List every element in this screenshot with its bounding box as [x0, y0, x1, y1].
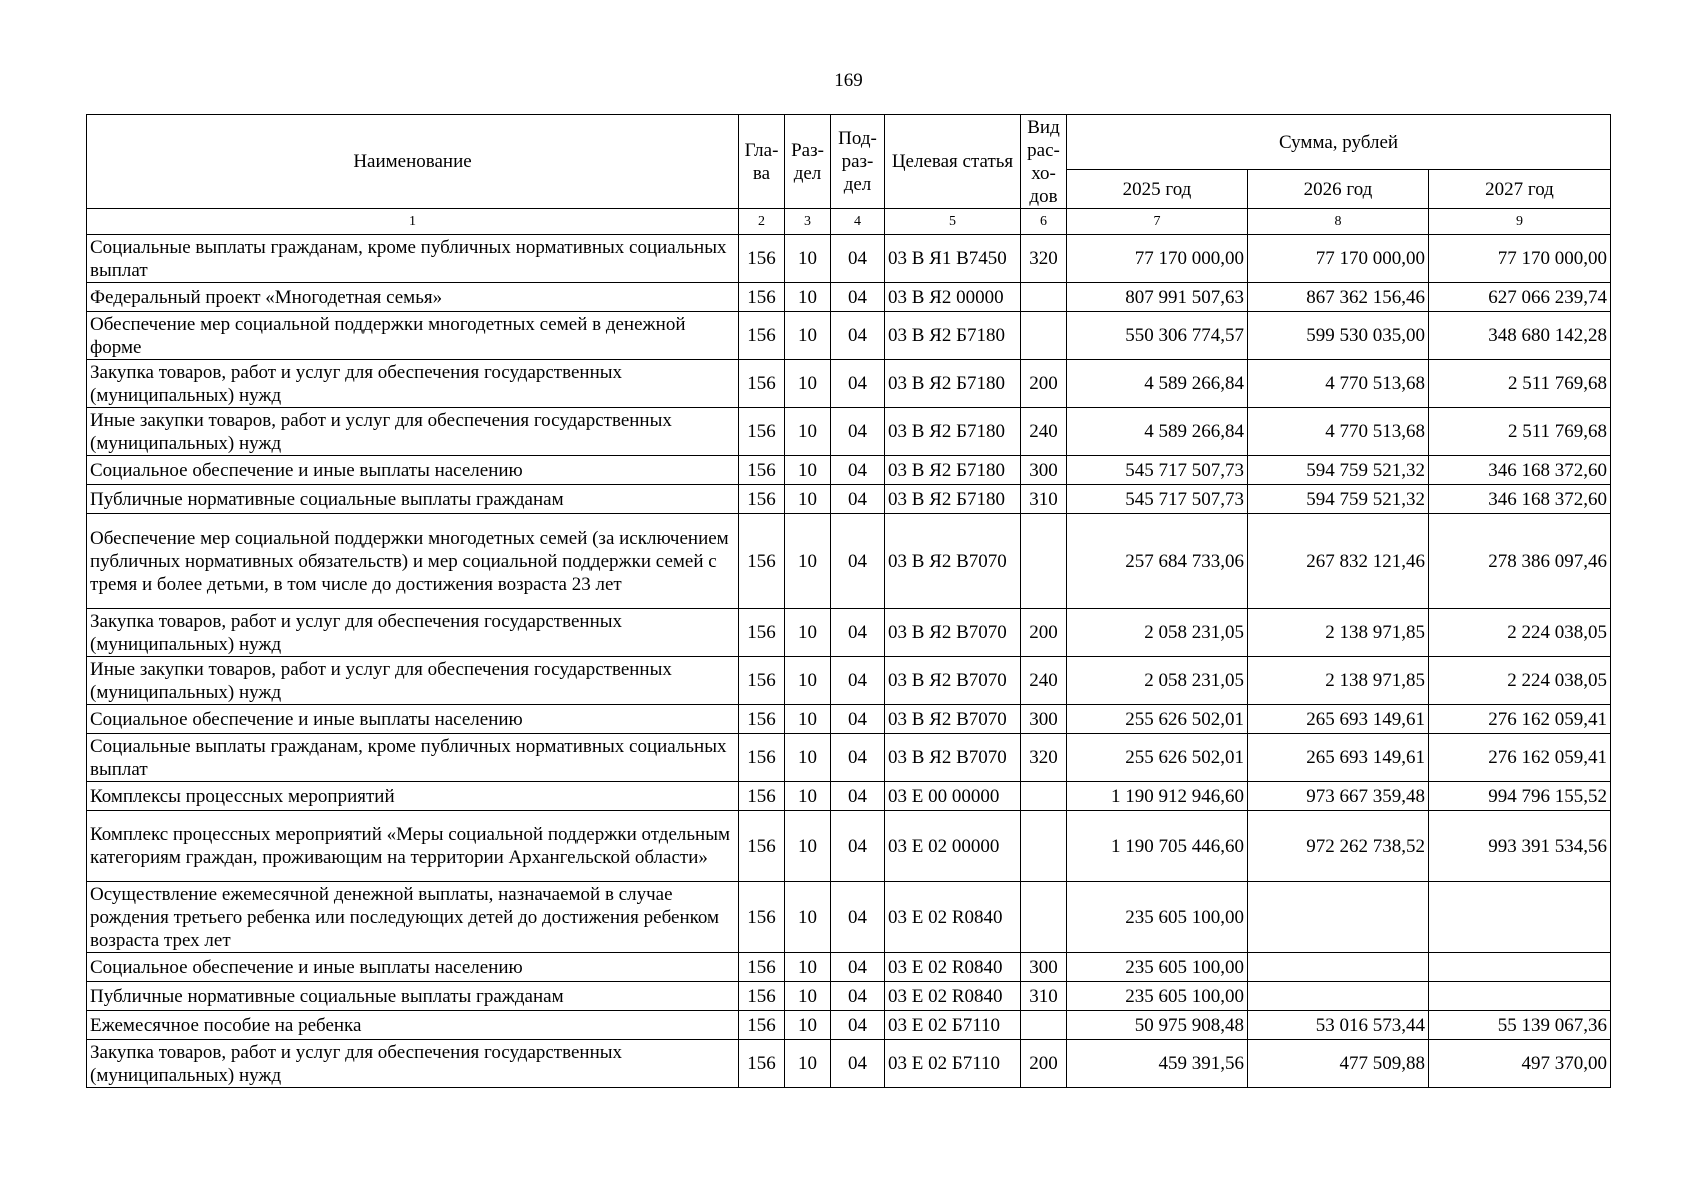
table-row: [87, 734, 1611, 782]
column-number: 3: [785, 209, 831, 235]
table-row: [87, 782, 1611, 811]
row-name: Социальное обеспечение и иные выплаты населению: [87, 456, 739, 485]
row-name: Социальное обеспечение и иные выплаты населению: [87, 705, 739, 734]
row-chapter: 156: [739, 312, 785, 360]
row-expense-type: 240: [1021, 657, 1067, 705]
row-amount-2025: 50 975 908,48: [1067, 1011, 1248, 1040]
row-amount-2026: 265 693 149,61: [1248, 734, 1429, 782]
row-amount-2025: 545 717 507,73: [1067, 456, 1248, 485]
row-section: 10: [785, 953, 831, 982]
row-section: 10: [785, 456, 831, 485]
row-amount-2027: 2 511 769,68: [1429, 408, 1611, 456]
row-chapter: 156: [739, 235, 785, 283]
header-target-item: Целевая статья: [885, 115, 1021, 209]
table-row: [87, 953, 1611, 982]
row-subsection: 04: [831, 705, 885, 734]
row-subsection: 04: [831, 1040, 885, 1088]
row-subsection: 04: [831, 811, 885, 882]
row-amount-2027: 627 066 239,74: [1429, 283, 1611, 312]
column-number: 6: [1021, 209, 1067, 235]
row-amount-2027: 993 391 534,56: [1429, 811, 1611, 882]
budget-table: [86, 114, 1611, 1088]
row-amount-2026: 53 016 573,44: [1248, 1011, 1429, 1040]
row-amount-2025: 235 605 100,00: [1067, 953, 1248, 982]
row-section: 10: [785, 882, 831, 953]
column-number: 8: [1248, 209, 1429, 235]
row-name: Социальные выплаты гражданам, кроме публичных нормативных социальных выплат: [87, 235, 739, 283]
table-row: [87, 283, 1611, 312]
row-section: 10: [785, 485, 831, 514]
row-expense-type: [1021, 283, 1067, 312]
row-expense-type: 310: [1021, 485, 1067, 514]
row-amount-2025: 2 058 231,05: [1067, 657, 1248, 705]
row-amount-2027: 348 680 142,28: [1429, 312, 1611, 360]
row-amount-2025: 255 626 502,01: [1067, 734, 1248, 782]
row-amount-2025: 459 391,56: [1067, 1040, 1248, 1088]
row-amount-2026: 599 530 035,00: [1248, 312, 1429, 360]
row-expense-type: 300: [1021, 456, 1067, 485]
row-subsection: 04: [831, 882, 885, 953]
row-amount-2026: 2 138 971,85: [1248, 657, 1429, 705]
row-target-item: 03 В Я2 В7070: [885, 514, 1021, 609]
table-row: [87, 811, 1611, 882]
row-section: 10: [785, 360, 831, 408]
row-target-item: 03 В Я2 Б7180: [885, 485, 1021, 514]
row-amount-2027: 278 386 097,46: [1429, 514, 1611, 609]
row-section: 10: [785, 609, 831, 657]
column-number: 5: [885, 209, 1021, 235]
row-subsection: 04: [831, 360, 885, 408]
row-chapter: 156: [739, 456, 785, 485]
row-amount-2026: 4 770 513,68: [1248, 360, 1429, 408]
row-name: Закупка товаров, работ и услуг для обеспечения государственных (муниципальных) нужд: [87, 360, 739, 408]
row-amount-2025: 1 190 705 446,60: [1067, 811, 1248, 882]
row-expense-type: 200: [1021, 360, 1067, 408]
row-chapter: 156: [739, 360, 785, 408]
row-name: Осуществление ежемесячной денежной выплаты, назначаемой в случае рождения третьего ребенка или последующих детей до достижения ребенком возраста трех лет: [87, 882, 739, 953]
row-section: 10: [785, 811, 831, 882]
header-amount-group: Сумма, рублей: [1067, 115, 1611, 170]
row-subsection: 04: [831, 283, 885, 312]
row-chapter: 156: [739, 609, 785, 657]
row-chapter: 156: [739, 782, 785, 811]
row-target-item: 03 Е 00 00000: [885, 782, 1021, 811]
row-amount-2026: 265 693 149,61: [1248, 705, 1429, 734]
page-number: 169: [834, 70, 863, 91]
row-amount-2025: 77 170 000,00: [1067, 235, 1248, 283]
row-section: 10: [785, 1040, 831, 1088]
row-amount-2026: [1248, 882, 1429, 953]
row-amount-2025: 4 589 266,84: [1067, 408, 1248, 456]
row-amount-2027: 2 224 038,05: [1429, 609, 1611, 657]
row-amount-2026: [1248, 982, 1429, 1011]
row-chapter: 156: [739, 283, 785, 312]
row-expense-type: 300: [1021, 953, 1067, 982]
header-name: Наименование: [87, 115, 739, 209]
header-year-2027: 2027 год: [1429, 170, 1611, 209]
table-row: [87, 609, 1611, 657]
row-amount-2026: 594 759 521,32: [1248, 485, 1429, 514]
table-row: [87, 485, 1611, 514]
row-chapter: 156: [739, 734, 785, 782]
row-amount-2026: 267 832 121,46: [1248, 514, 1429, 609]
row-chapter: 156: [739, 514, 785, 609]
row-amount-2027: 276 162 059,41: [1429, 705, 1611, 734]
row-section: 10: [785, 283, 831, 312]
row-chapter: 156: [739, 657, 785, 705]
row-amount-2026: 4 770 513,68: [1248, 408, 1429, 456]
row-subsection: 04: [831, 982, 885, 1011]
table-row: [87, 514, 1611, 609]
row-chapter: 156: [739, 705, 785, 734]
row-name: Социальное обеспечение и иные выплаты населению: [87, 953, 739, 982]
row-target-item: 03 В Я2 В7070: [885, 657, 1021, 705]
row-amount-2025: 235 605 100,00: [1067, 882, 1248, 953]
row-subsection: 04: [831, 734, 885, 782]
row-target-item: 03 В Я2 Б7180: [885, 312, 1021, 360]
row-amount-2027: 2 511 769,68: [1429, 360, 1611, 408]
row-target-item: 03 Е 02 R0840: [885, 953, 1021, 982]
row-amount-2027: 346 168 372,60: [1429, 456, 1611, 485]
row-target-item: 03 В Я2 00000: [885, 283, 1021, 312]
row-amount-2026: 77 170 000,00: [1248, 235, 1429, 283]
row-section: 10: [785, 982, 831, 1011]
row-amount-2026: 867 362 156,46: [1248, 283, 1429, 312]
table-row: [87, 1011, 1611, 1040]
row-section: 10: [785, 235, 831, 283]
row-name: Иные закупки товаров, работ и услуг для обеспечения государственных (муниципальных) нужд: [87, 408, 739, 456]
row-amount-2026: 972 262 738,52: [1248, 811, 1429, 882]
row-target-item: 03 В Я1 В7450: [885, 235, 1021, 283]
row-amount-2025: 255 626 502,01: [1067, 705, 1248, 734]
header-year-2026: 2026 год: [1248, 170, 1429, 209]
table-row: [87, 882, 1611, 953]
column-number: 1: [87, 209, 739, 235]
row-amount-2026: [1248, 953, 1429, 982]
row-chapter: 156: [739, 882, 785, 953]
row-section: 10: [785, 408, 831, 456]
row-section: 10: [785, 1011, 831, 1040]
row-subsection: 04: [831, 1011, 885, 1040]
row-subsection: 04: [831, 235, 885, 283]
row-chapter: 156: [739, 485, 785, 514]
row-chapter: 156: [739, 811, 785, 882]
column-number: 7: [1067, 209, 1248, 235]
table-row: [87, 657, 1611, 705]
row-subsection: 04: [831, 609, 885, 657]
row-amount-2025: 257 684 733,06: [1067, 514, 1248, 609]
row-amount-2025: 550 306 774,57: [1067, 312, 1248, 360]
row-target-item: 03 В Я2 Б7180: [885, 360, 1021, 408]
row-amount-2025: 235 605 100,00: [1067, 982, 1248, 1011]
row-chapter: 156: [739, 1040, 785, 1088]
row-name: Закупка товаров, работ и услуг для обеспечения государственных (муниципальных) нужд: [87, 1040, 739, 1088]
row-name: Обеспечение мер социальной поддержки многодетных семей в денежной форме: [87, 312, 739, 360]
row-name: Комплекс процессных мероприятий «Меры социальной поддержки отдельным категориям граждан, проживающим на территории Архангельской области»: [87, 811, 739, 882]
row-chapter: 156: [739, 953, 785, 982]
row-subsection: 04: [831, 312, 885, 360]
row-amount-2027: 77 170 000,00: [1429, 235, 1611, 283]
row-chapter: 156: [739, 982, 785, 1011]
header-expense-type: Вид рас-хо-дов: [1021, 115, 1067, 209]
header-subsection: Под-раз-дел: [831, 115, 885, 209]
row-amount-2025: 1 190 912 946,60: [1067, 782, 1248, 811]
row-section: 10: [785, 657, 831, 705]
table-row: [87, 408, 1611, 456]
row-amount-2027: [1429, 953, 1611, 982]
row-target-item: 03 В Я2 Б7180: [885, 408, 1021, 456]
row-expense-type: 320: [1021, 235, 1067, 283]
row-chapter: 156: [739, 408, 785, 456]
column-number: 2: [739, 209, 785, 235]
table-row: [87, 456, 1611, 485]
row-amount-2027: 55 139 067,36: [1429, 1011, 1611, 1040]
row-amount-2025: 807 991 507,63: [1067, 283, 1248, 312]
row-amount-2027: [1429, 882, 1611, 953]
table-row: [87, 360, 1611, 408]
row-expense-type: [1021, 514, 1067, 609]
row-amount-2025: 2 058 231,05: [1067, 609, 1248, 657]
table-row: [87, 982, 1611, 1011]
row-name: Публичные нормативные социальные выплаты гражданам: [87, 982, 739, 1011]
column-numbers-row: [87, 209, 1611, 235]
row-target-item: 03 Е 02 R0840: [885, 882, 1021, 953]
header-chapter: Гла-ва: [739, 115, 785, 209]
row-amount-2027: 2 224 038,05: [1429, 657, 1611, 705]
table-body: [87, 235, 1611, 1088]
row-name: Ежемесячное пособие на ребенка: [87, 1011, 739, 1040]
row-amount-2027: 994 796 155,52: [1429, 782, 1611, 811]
row-name: Федеральный проект «Многодетная семья»: [87, 283, 739, 312]
row-target-item: 03 Е 02 R0840: [885, 982, 1021, 1011]
table-row: [87, 705, 1611, 734]
row-amount-2026: 973 667 359,48: [1248, 782, 1429, 811]
row-amount-2026: 477 509,88: [1248, 1040, 1429, 1088]
row-section: 10: [785, 734, 831, 782]
row-target-item: 03 В Я2 В7070: [885, 734, 1021, 782]
table-row: [87, 1040, 1611, 1088]
table-row: [87, 235, 1611, 283]
table-row: [87, 312, 1611, 360]
row-amount-2027: 497 370,00: [1429, 1040, 1611, 1088]
row-amount-2025: 4 589 266,84: [1067, 360, 1248, 408]
row-subsection: 04: [831, 514, 885, 609]
row-expense-type: 300: [1021, 705, 1067, 734]
row-name: Публичные нормативные социальные выплаты гражданам: [87, 485, 739, 514]
row-expense-type: [1021, 1011, 1067, 1040]
row-section: 10: [785, 782, 831, 811]
row-section: 10: [785, 514, 831, 609]
row-expense-type: [1021, 312, 1067, 360]
row-name: Обеспечение мер социальной поддержки многодетных семей (за исключением публичных нормативных обязательств) и мер социальной поддержки семей с тремя и более детьми, в том числе до достижения возраста 23 лет: [87, 514, 739, 609]
row-expense-type: [1021, 782, 1067, 811]
row-expense-type: 200: [1021, 1040, 1067, 1088]
row-target-item: 03 В Я2 В7070: [885, 705, 1021, 734]
header-section: Раз-дел: [785, 115, 831, 209]
row-expense-type: [1021, 882, 1067, 953]
row-expense-type: 240: [1021, 408, 1067, 456]
row-name: Комплексы процессных мероприятий: [87, 782, 739, 811]
row-subsection: 04: [831, 485, 885, 514]
row-amount-2026: 594 759 521,32: [1248, 456, 1429, 485]
row-name: Закупка товаров, работ и услуг для обеспечения государственных (муниципальных) нужд: [87, 609, 739, 657]
row-chapter: 156: [739, 1011, 785, 1040]
row-name: Иные закупки товаров, работ и услуг для обеспечения государственных (муниципальных) нужд: [87, 657, 739, 705]
row-subsection: 04: [831, 953, 885, 982]
row-target-item: 03 Е 02 Б7110: [885, 1011, 1021, 1040]
column-number: 9: [1429, 209, 1611, 235]
row-expense-type: 320: [1021, 734, 1067, 782]
row-subsection: 04: [831, 657, 885, 705]
row-section: 10: [785, 705, 831, 734]
row-expense-type: 310: [1021, 982, 1067, 1011]
row-subsection: 04: [831, 456, 885, 485]
row-target-item: 03 В Я2 Б7180: [885, 456, 1021, 485]
row-name: Социальные выплаты гражданам, кроме публичных нормативных социальных выплат: [87, 734, 739, 782]
row-amount-2026: 2 138 971,85: [1248, 609, 1429, 657]
row-target-item: 03 Е 02 Б7110: [885, 1040, 1021, 1088]
row-amount-2025: 545 717 507,73: [1067, 485, 1248, 514]
row-subsection: 04: [831, 782, 885, 811]
row-section: 10: [785, 312, 831, 360]
row-subsection: 04: [831, 408, 885, 456]
row-expense-type: [1021, 811, 1067, 882]
row-expense-type: 200: [1021, 609, 1067, 657]
header-year-2025: 2025 год: [1067, 170, 1248, 209]
row-amount-2027: 346 168 372,60: [1429, 485, 1611, 514]
row-amount-2027: [1429, 982, 1611, 1011]
row-target-item: 03 Е 02 00000: [885, 811, 1021, 882]
row-amount-2027: 276 162 059,41: [1429, 734, 1611, 782]
row-target-item: 03 В Я2 В7070: [885, 609, 1021, 657]
column-number: 4: [831, 209, 885, 235]
